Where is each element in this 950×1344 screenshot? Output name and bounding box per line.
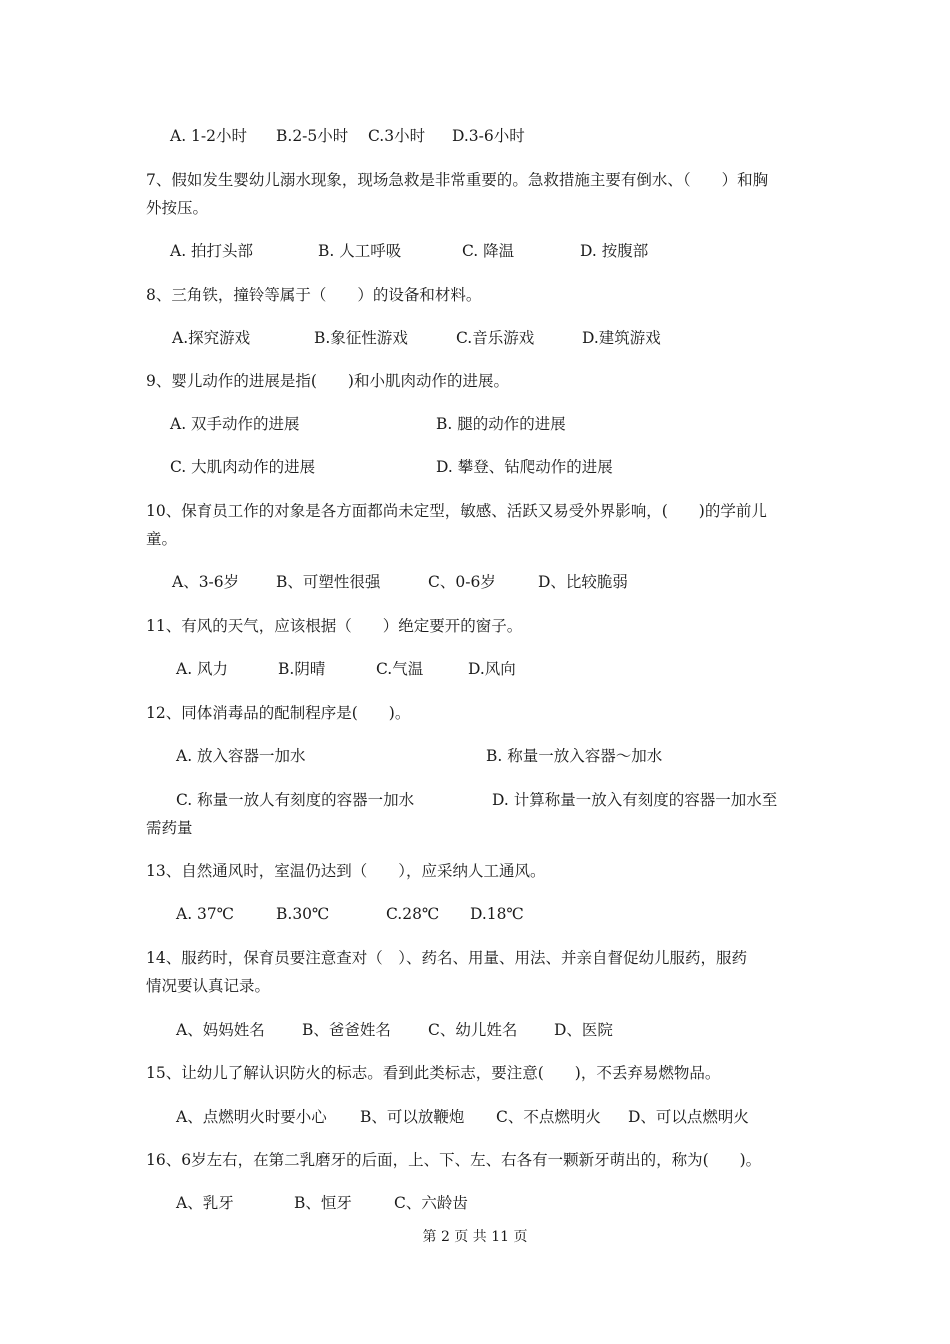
q12-option-c: C. 称量一放人有刻度的容器一加水 — [176, 791, 415, 809]
q8-option-b: B.象征性游戏 — [314, 329, 408, 347]
q14-stem-line1: 14、服药时，保育员要注意查对（ ）、药名、用量、用法、并亲自督促幼儿服药，服药 — [146, 949, 747, 967]
q14-option-d: D、医院 — [554, 1021, 613, 1039]
q13-option-c: C.28℃ — [386, 905, 440, 923]
q7-option-d: D. 按腹部 — [580, 242, 649, 260]
q12-stem-line1: 12、同体消毒品的配制程序是( )。 — [146, 704, 411, 722]
q7-stem-line2: 外按压。 — [146, 199, 209, 217]
q16-option-b: B、恒牙 — [294, 1194, 352, 1212]
q7-option-b: B. 人工呼吸 — [318, 242, 402, 260]
q7-option-c: C. 降温 — [462, 242, 515, 260]
q11-option-d: D.风向 — [468, 660, 516, 678]
q13-option-d: D.18℃ — [470, 905, 524, 923]
q12-option-b: B. 称量一放入容器～加水 — [486, 747, 663, 765]
q15-option-d: D、可以点燃明火 — [628, 1108, 749, 1126]
q6-option-a: A. 1-2小时 — [170, 127, 248, 145]
q16-option-c: C、六龄齿 — [394, 1194, 468, 1212]
q11-option-c: C.气温 — [376, 660, 424, 678]
q11-option-b: B.阴晴 — [278, 660, 326, 678]
q10-stem-line2: 童。 — [146, 530, 178, 548]
q8-stem-line1: 8、三角铁，撞铃等属于（ ）的设备和材料。 — [146, 286, 482, 304]
page-footer: 第 2 页 共 11 页 — [422, 1229, 528, 1245]
q16-option-a: A、乳牙 — [176, 1194, 234, 1212]
q8-option-c: C.音乐游戏 — [456, 329, 535, 347]
q14-option-c: C、幼儿姓名 — [428, 1021, 518, 1039]
q8-option-a: A.探究游戏 — [172, 329, 251, 347]
q10-option-a: A、3-6岁 — [172, 573, 240, 591]
q9-option-c: C. 大肌肉动作的进展 — [170, 458, 316, 476]
q6-option-c: C.3小时 — [368, 127, 426, 145]
q10-option-c: C、0-6岁 — [428, 573, 496, 591]
q15-option-a: A、点燃明火时要小心 — [176, 1108, 327, 1126]
q13-option-b: B.30℃ — [276, 905, 330, 923]
q16-stem-line1: 16、6岁左右，在第二乳磨牙的后面，上、下、左、右各有一颗新牙萌出的，称为( )。 — [146, 1151, 762, 1169]
q14-option-a: A、妈妈姓名 — [176, 1021, 265, 1039]
q7-stem-line1: 7、假如发生婴幼儿溺水现象，现场急救是非常重要的。急救措施主要有倒水、（ ）和胸 — [146, 171, 769, 189]
q13-stem-line1: 13、自然通风时，室温仍达到（ ），应采纳人工通风。 — [146, 862, 546, 880]
q14-stem-line2: 情况要认真记录。 — [146, 977, 271, 995]
q10-option-b: B、可塑性很强 — [276, 573, 381, 591]
q15-option-c: C、不点燃明火 — [496, 1108, 601, 1126]
q15-option-b: B、可以放鞭炮 — [360, 1108, 465, 1126]
q9-option-b: B. 腿的动作的进展 — [436, 415, 566, 433]
q12-option-a: A. 放入容器一加水 — [176, 747, 306, 765]
q9-option-d: D. 攀登、钻爬动作的进展 — [436, 458, 613, 476]
q15-stem-line1: 15、让幼儿了解认识防火的标志。看到此类标志，要注意( )，不丢弃易燃物品。 — [146, 1064, 721, 1082]
q11-option-a: A. 风力 — [176, 660, 229, 678]
q10-option-d: D、比较脆弱 — [538, 573, 628, 591]
q7-option-a: A. 拍打头部 — [170, 242, 254, 260]
q14-option-b: B、爸爸姓名 — [302, 1021, 391, 1039]
q9-stem-line1: 9、婴儿动作的进展是指( )和小肌肉动作的进展。 — [146, 372, 509, 390]
q6-option-b: B.2-5小时 — [276, 127, 349, 145]
q6-option-d: D.3-6小时 — [452, 127, 525, 145]
q13-option-a: A. 37℃ — [176, 905, 235, 923]
q8-option-d: D.建筑游戏 — [582, 329, 661, 347]
q11-stem-line1: 11、有风的天气，应该根据（ ）绝定要开的窗子。 — [146, 617, 523, 635]
q9-option-a: A. 双手动作的进展 — [170, 415, 300, 433]
q12-option-d: D. 计算称量一放入有刻度的容器一加水至 — [492, 791, 778, 809]
q12-option-d-continuation: 需药量 — [146, 819, 193, 837]
q10-stem-line1: 10、保育员工作的对象是各方面都尚未定型，敏感、活跃又易受外界影响，( )的学前儿 — [146, 502, 767, 520]
